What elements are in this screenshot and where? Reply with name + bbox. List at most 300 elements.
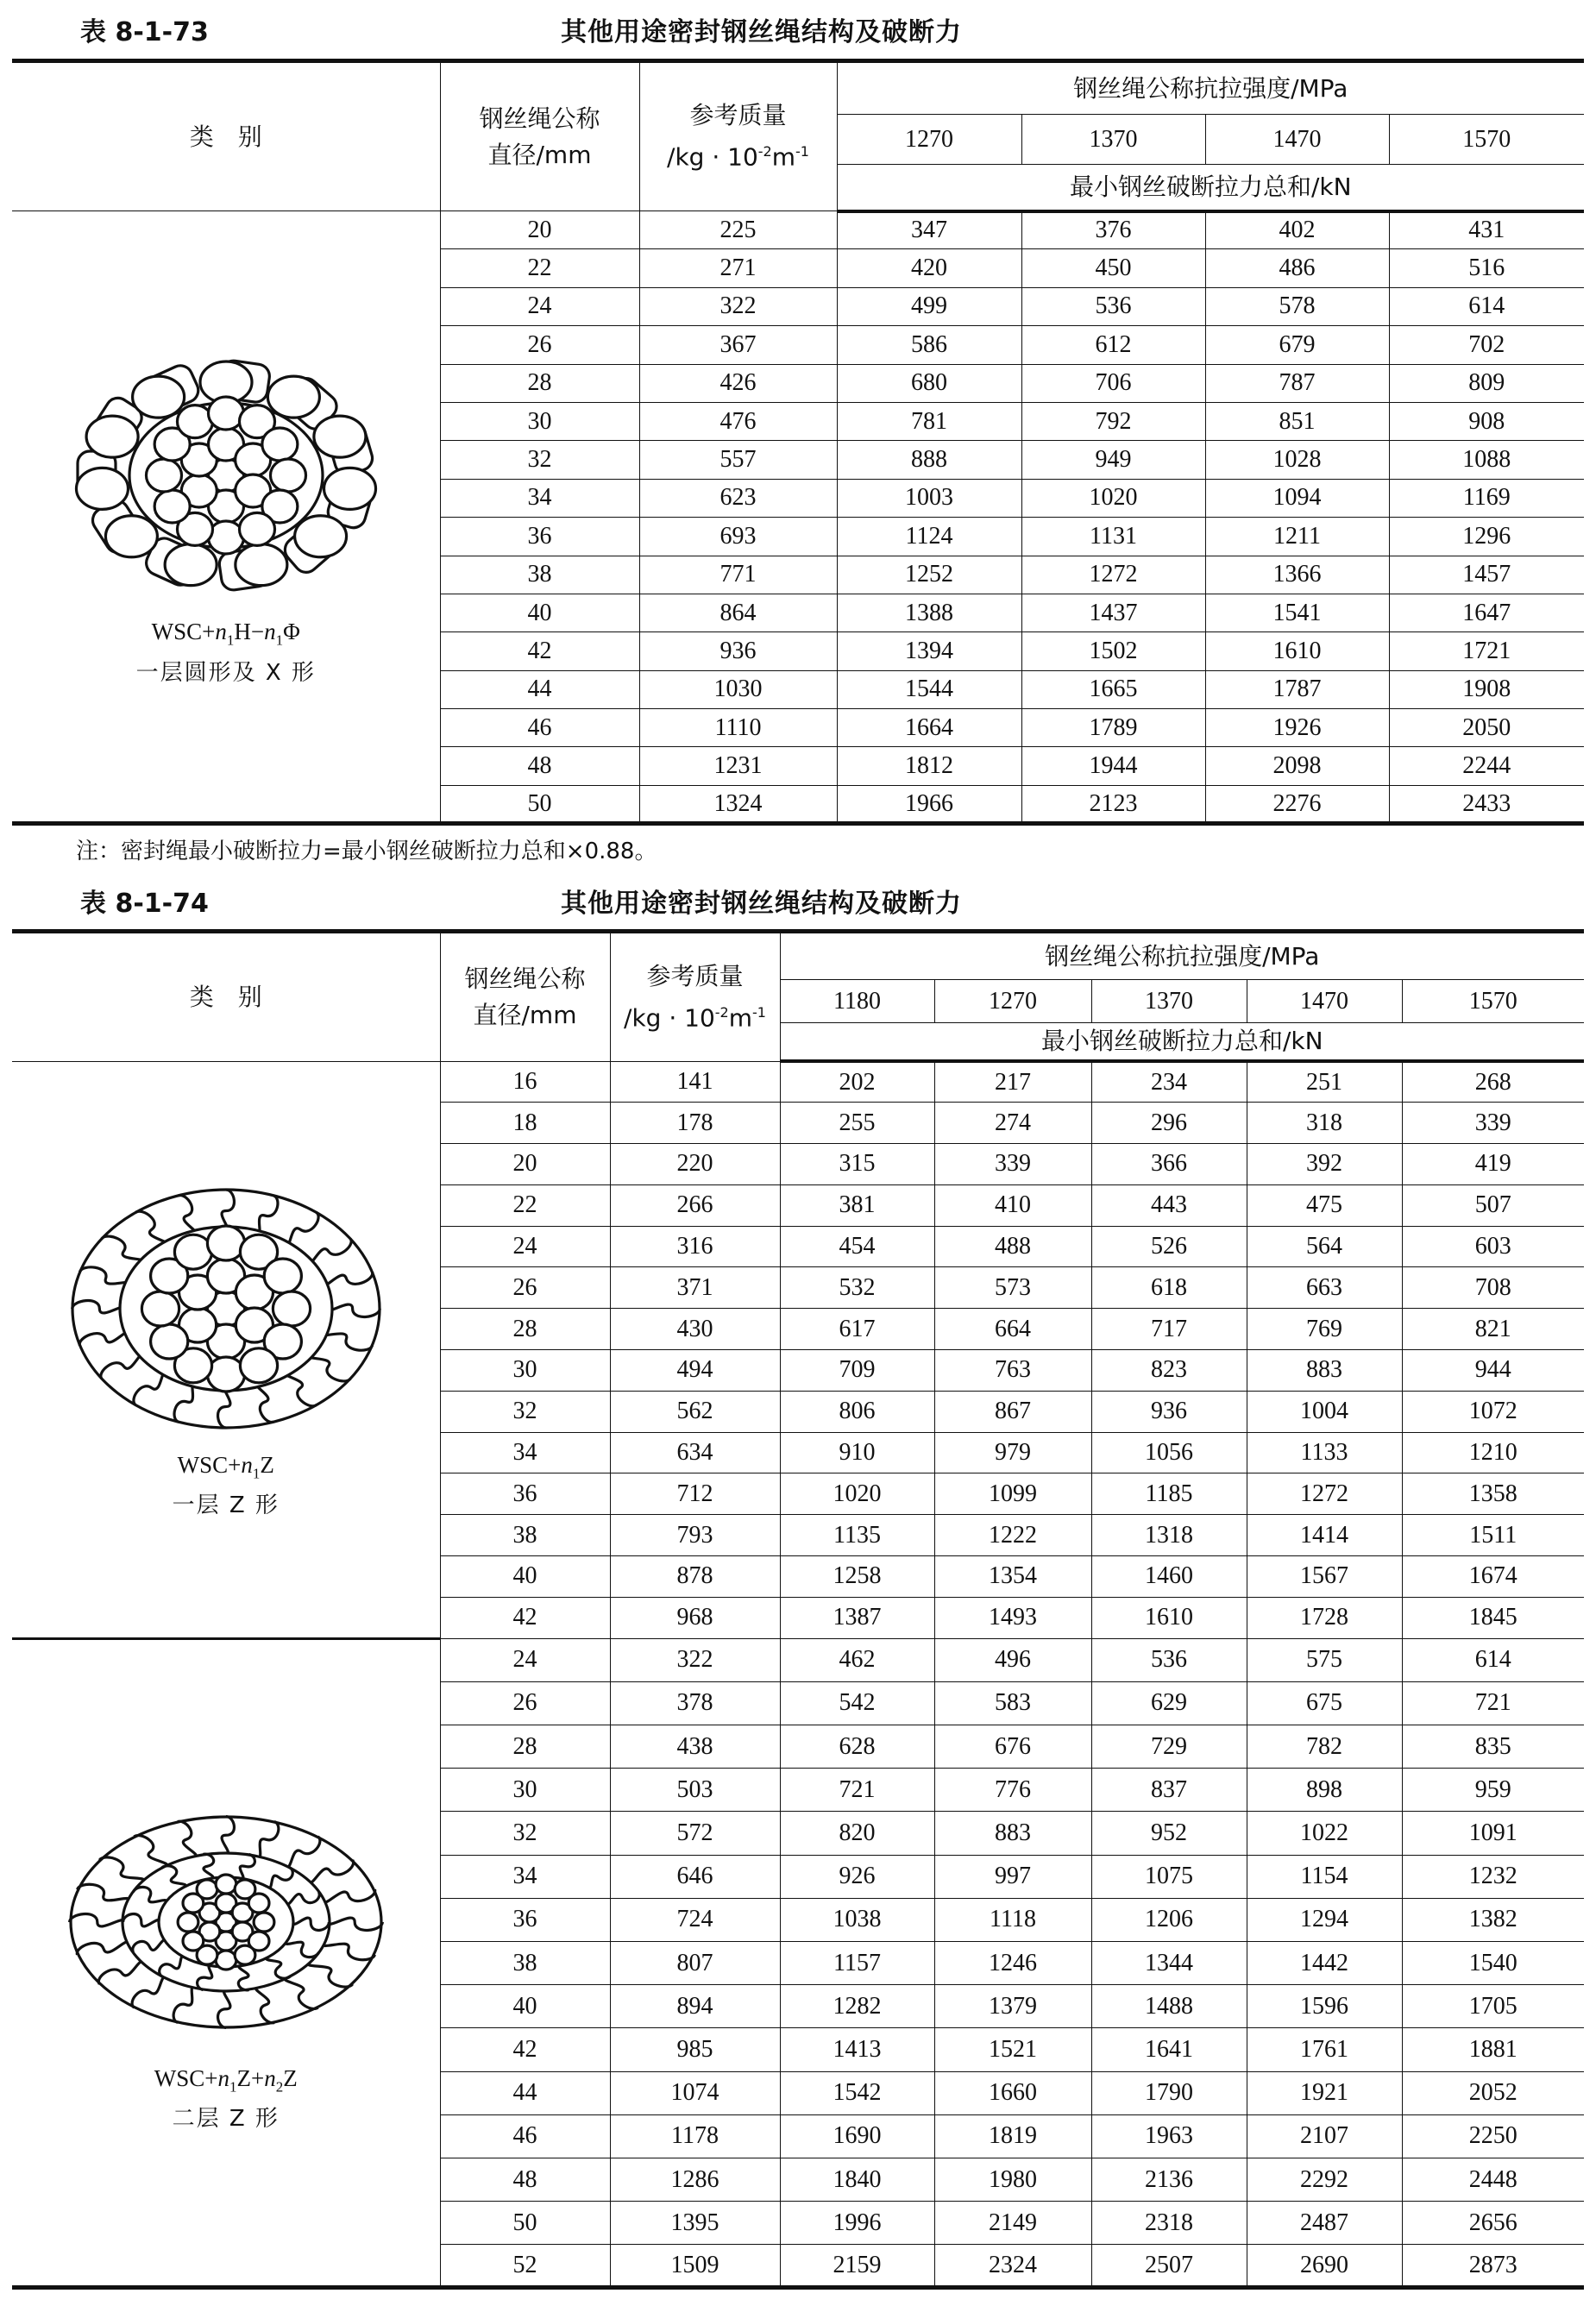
- breaking-force-cell: 898: [1247, 1769, 1402, 1812]
- diameter-cell: 40: [440, 594, 639, 631]
- header-mass-line2: [640, 134, 837, 175]
- mass-cell: 476: [639, 402, 837, 440]
- breaking-force-cell: 603: [1402, 1226, 1584, 1267]
- breaking-force-cell: 1294: [1247, 1898, 1402, 1941]
- breaking-force-cell: 618: [1091, 1267, 1247, 1309]
- breaking-force-cell: 1387: [780, 1597, 934, 1638]
- table-row: [12, 1638, 1584, 1681]
- table2: [12, 929, 1584, 2290]
- breaking-force-cell: 1926: [1205, 709, 1389, 747]
- category-cell: [12, 1638, 440, 2288]
- breaking-force-cell: 420: [837, 249, 1021, 287]
- core-wire: [174, 1235, 211, 1269]
- diameter-cell: 40: [440, 1985, 610, 2028]
- breaking-force-cell: 1881: [1402, 2028, 1584, 2071]
- header-strength-1270: 1270: [934, 980, 1091, 1023]
- breaking-force-cell: 1980: [934, 2158, 1091, 2201]
- breaking-force-cell: 1596: [1247, 1985, 1402, 2028]
- diameter-cell: 16: [440, 1061, 610, 1103]
- header-force-group: 最小钢丝破断拉力总和/kN: [780, 1023, 1584, 1062]
- one-layer-z-shape-cross-section-diagram: [62, 1179, 390, 1438]
- breaking-force-cell: 2052: [1402, 2071, 1584, 2114]
- breaking-force-cell: 612: [1021, 326, 1205, 364]
- breaking-force-cell: 1761: [1247, 2028, 1402, 2071]
- diameter-cell: 42: [440, 632, 639, 670]
- breaking-force-cell: 823: [1091, 1350, 1247, 1392]
- breaking-force-cell: 443: [1091, 1184, 1247, 1226]
- breaking-force-cell: 564: [1247, 1226, 1402, 1267]
- breaking-force-cell: 1094: [1205, 479, 1389, 517]
- breaking-force-cell: 781: [837, 402, 1021, 440]
- breaking-force-cell: 575: [1247, 1638, 1402, 1681]
- mass-cell: 771: [639, 556, 837, 594]
- category-cell: [12, 211, 440, 824]
- mass-cell: 968: [610, 1597, 780, 1638]
- diameter-cell: 30: [440, 1350, 610, 1392]
- diameter-cell: 30: [440, 402, 639, 440]
- header-strength-1180: 1180: [780, 980, 934, 1023]
- breaking-force-cell: 1056: [1091, 1432, 1247, 1473]
- breaking-force-cell: 2123: [1021, 785, 1205, 823]
- header-category: 类 别: [12, 61, 440, 211]
- breaking-force-cell: 1944: [1021, 747, 1205, 785]
- diameter-cell: 36: [440, 1898, 610, 1941]
- breaking-force-cell: 979: [934, 1432, 1091, 1473]
- header-strength-1570: 1570: [1389, 115, 1584, 165]
- breaking-force-cell: 578: [1205, 287, 1389, 325]
- mass-cell: 1178: [610, 2114, 780, 2158]
- breaking-force-cell: 488: [934, 1226, 1091, 1267]
- formula-prefix: WSC+: [177, 1451, 242, 1478]
- breaking-force-cell: 709: [780, 1350, 934, 1392]
- diameter-cell: 34: [440, 1855, 610, 1898]
- breaking-force-cell: 1124: [837, 518, 1021, 556]
- round-wire: [294, 516, 346, 557]
- breaking-force-cell: 2433: [1389, 785, 1584, 823]
- rope-diagram: [62, 1793, 390, 2058]
- breaking-force-cell: 1647: [1389, 594, 1584, 631]
- mass-cell: 141: [610, 1061, 780, 1103]
- mass-cell: 1074: [610, 2071, 780, 2114]
- formula-n: n: [217, 2064, 229, 2091]
- mass-cell: 367: [639, 326, 837, 364]
- breaking-force-cell: 2487: [1247, 2202, 1402, 2245]
- rope-structure-formula: [178, 1452, 274, 1482]
- mass-exp1: -2: [714, 1003, 729, 1021]
- two-layer-z-shape-cross-section-diagram: [62, 1793, 390, 2052]
- mass-cell: 178: [610, 1103, 780, 1144]
- diameter-cell: 28: [440, 1725, 610, 1769]
- mass-cell: 316: [610, 1226, 780, 1267]
- breaking-force-cell: 2873: [1402, 2245, 1584, 2288]
- diameter-cell: 38: [440, 1515, 610, 1556]
- formula-prefix: WSC+: [151, 619, 216, 645]
- breaking-force-cell: 702: [1389, 326, 1584, 364]
- breaking-force-cell: 1790: [1091, 2071, 1247, 2114]
- breaking-force-cell: 217: [934, 1061, 1091, 1103]
- diameter-cell: 50: [440, 785, 639, 823]
- header-mass: [639, 61, 837, 211]
- core-wire: [146, 459, 181, 492]
- table1-title: 其他用途密封钢丝绳结构及破断力: [561, 17, 962, 47]
- mass-cell: 220: [610, 1144, 780, 1185]
- mass-cell: 936: [639, 632, 837, 670]
- mass-cell: 322: [610, 1638, 780, 1681]
- breaking-force-cell: 1366: [1205, 556, 1389, 594]
- breaking-force-cell: 1665: [1021, 670, 1205, 708]
- diameter-cell: 52: [440, 2245, 610, 2288]
- diameter-cell: 48: [440, 2158, 610, 2201]
- breaking-force-cell: 1414: [1247, 1515, 1402, 1556]
- breaking-force-cell: 536: [1091, 1638, 1247, 1681]
- breaking-force-cell: 1135: [780, 1515, 934, 1556]
- mass-cell: 807: [610, 1941, 780, 1984]
- breaking-force-cell: 1541: [1205, 594, 1389, 631]
- breaking-force-cell: 410: [934, 1184, 1091, 1226]
- breaking-force-cell: 2107: [1247, 2114, 1402, 2158]
- core-wire: [239, 513, 274, 546]
- breaking-force-cell: 1921: [1247, 2071, 1402, 2114]
- header-strength-1370: 1370: [1091, 980, 1247, 1023]
- round-and-x-shape-cross-section-diagram: [62, 346, 390, 605]
- breaking-force-cell: 1908: [1389, 670, 1584, 708]
- breaking-force-cell: 708: [1402, 1267, 1584, 1309]
- header-mass: [610, 932, 780, 1062]
- rope-diagram: [62, 1179, 390, 1445]
- formula-n: n: [264, 619, 276, 645]
- diameter-cell: 20: [440, 1144, 610, 1185]
- core-wire: [235, 1945, 255, 1964]
- breaking-force-cell: 676: [934, 1725, 1091, 1769]
- breaking-force-cell: 2149: [934, 2202, 1091, 2245]
- diameter-cell: 38: [440, 556, 639, 594]
- breaking-force-cell: 1258: [780, 1556, 934, 1598]
- breaking-force-cell: 1211: [1205, 518, 1389, 556]
- breaking-force-cell: 1022: [1247, 1812, 1402, 1855]
- breaking-force-cell: 997: [934, 1855, 1091, 1898]
- breaking-force-cell: 629: [1091, 1681, 1247, 1725]
- breaking-force-cell: 2050: [1389, 709, 1584, 747]
- breaking-force-cell: 366: [1091, 1144, 1247, 1185]
- breaking-force-cell: 1542: [780, 2071, 934, 2114]
- breaking-force-cell: 883: [1247, 1350, 1402, 1392]
- formula-n: n: [241, 1451, 253, 1478]
- breaking-force-cell: 1206: [1091, 1898, 1247, 1941]
- mass-cell: 322: [639, 287, 837, 325]
- formula-suffix: Z: [283, 2064, 298, 2091]
- breaking-force-cell: 1154: [1247, 1855, 1402, 1898]
- table1-label: 表 8-1-73: [80, 17, 209, 47]
- diameter-cell: 32: [440, 441, 639, 479]
- table2-title: 其他用途密封钢丝绳结构及破断力: [561, 889, 962, 919]
- table2-body: [12, 1061, 1584, 2288]
- breaking-force-cell: 1091: [1402, 1812, 1584, 1855]
- mass-unit-base: /kg · 10: [624, 1002, 715, 1032]
- core-wire: [254, 1913, 274, 1932]
- breaking-force-cell: 776: [934, 1769, 1091, 1812]
- core-wire: [216, 1951, 236, 1970]
- breaking-force-cell: 821: [1402, 1309, 1584, 1350]
- breaking-force-cell: 1996: [780, 2202, 934, 2245]
- breaking-force-cell: 339: [934, 1144, 1091, 1185]
- mass-cell: 1509: [610, 2245, 780, 2288]
- breaking-force-cell: 339: [1402, 1103, 1584, 1144]
- round-wire: [236, 544, 287, 586]
- core-wire: [207, 1357, 244, 1392]
- mass-cell: 562: [610, 1391, 780, 1432]
- breaking-force-cell: 2507: [1091, 2245, 1247, 2288]
- header-strength-1370: 1370: [1021, 115, 1205, 165]
- header-strength-1570: 1570: [1402, 980, 1584, 1023]
- diameter-cell: 50: [440, 2202, 610, 2245]
- breaking-force-cell: 883: [934, 1812, 1091, 1855]
- breaking-force-cell: 617: [780, 1309, 934, 1350]
- formula-n: n: [264, 2064, 276, 2091]
- core-wire: [216, 1875, 236, 1894]
- breaking-force-cell: 1413: [780, 2028, 934, 2071]
- mass-cell: 693: [639, 518, 837, 556]
- breaking-force-cell: 2448: [1402, 2158, 1584, 2201]
- diameter-cell: 44: [440, 2071, 610, 2114]
- breaking-force-cell: 392: [1247, 1144, 1402, 1185]
- breaking-force-cell: 1610: [1091, 1597, 1247, 1638]
- rope-structure-formula: [154, 2065, 298, 2096]
- breaking-force-cell: 1118: [934, 1898, 1091, 1941]
- breaking-force-cell: 721: [1402, 1681, 1584, 1725]
- breaking-force-cell: 1344: [1091, 1941, 1247, 1984]
- breaking-force-cell: 1493: [934, 1597, 1091, 1638]
- breaking-force-cell: 787: [1205, 364, 1389, 402]
- diameter-cell: 32: [440, 1812, 610, 1855]
- breaking-force-cell: 1664: [837, 709, 1021, 747]
- diameter-cell: 28: [440, 364, 639, 402]
- breaking-force-cell: 274: [934, 1103, 1091, 1144]
- core-wire: [264, 1259, 301, 1293]
- mass-cell: 271: [639, 249, 837, 287]
- header-diameter-line2: 直径/mm: [487, 140, 592, 169]
- breaking-force-cell: 268: [1402, 1061, 1584, 1103]
- mass-cell: 634: [610, 1432, 780, 1473]
- breaking-force-cell: 1840: [780, 2158, 934, 2201]
- diameter-cell: 36: [440, 518, 639, 556]
- round-wire: [267, 377, 319, 418]
- breaking-force-cell: 1020: [780, 1473, 934, 1515]
- diameter-cell: 40: [440, 1556, 610, 1598]
- breaking-force-cell: 586: [837, 326, 1021, 364]
- rope-shape-label: 二层 Z 形: [172, 2106, 280, 2133]
- mass-cell: 225: [639, 211, 837, 249]
- diameter-cell: 22: [440, 1184, 610, 1226]
- breaking-force-cell: 910: [780, 1432, 934, 1473]
- breaking-force-cell: 680: [837, 364, 1021, 402]
- breaking-force-cell: 1728: [1247, 1597, 1402, 1638]
- header-diameter-line1: 钢丝绳公称: [464, 964, 586, 993]
- rope-diagram: [62, 346, 390, 612]
- breaking-force-cell: 1674: [1402, 1556, 1584, 1598]
- diameter-cell: 44: [440, 670, 639, 708]
- header-strength-1470: 1470: [1247, 980, 1402, 1023]
- mass-cell: 712: [610, 1473, 780, 1515]
- breaking-force-cell: 1004: [1247, 1391, 1402, 1432]
- breaking-force-cell: 1966: [837, 785, 1021, 823]
- header-diameter: [440, 932, 610, 1062]
- breaking-force-cell: 1502: [1021, 632, 1205, 670]
- breaking-force-cell: 851: [1205, 402, 1389, 440]
- breaking-force-cell: 234: [1091, 1061, 1247, 1103]
- formula-prefix: WSC+: [154, 2064, 218, 2091]
- breaking-force-cell: 1020: [1021, 479, 1205, 517]
- diameter-cell: 34: [440, 1432, 610, 1473]
- breaking-force-cell: 376: [1021, 211, 1205, 249]
- category-cell: [12, 1061, 440, 1638]
- mass-cell: 724: [610, 1898, 780, 1941]
- header-mass-line1: 参考质量: [689, 101, 787, 130]
- breaking-force-cell: 792: [1021, 402, 1205, 440]
- breaking-force-cell: 1812: [837, 747, 1021, 785]
- core-wire: [150, 1324, 187, 1359]
- breaking-force-cell: 1075: [1091, 1855, 1247, 1898]
- breaking-force-cell: 926: [780, 1855, 934, 1898]
- breaking-force-cell: 1003: [837, 479, 1021, 517]
- header-diameter-line1: 钢丝绳公称: [479, 104, 600, 133]
- formula-suffix: Φ: [283, 619, 300, 645]
- table-row: [12, 1061, 1584, 1103]
- header-diameter-line2: 直径/mm: [473, 1000, 577, 1029]
- diameter-cell: 32: [440, 1391, 610, 1432]
- rope-shape-label: 一层圆形及 X 形: [135, 659, 316, 686]
- core-wire: [270, 459, 305, 492]
- breaking-force-cell: 1460: [1091, 1556, 1247, 1598]
- formula-mid: H−: [234, 619, 265, 645]
- breaking-force-cell: 2250: [1402, 2114, 1584, 2158]
- breaking-force-cell: 1131: [1021, 518, 1205, 556]
- mass-cell: 864: [639, 594, 837, 631]
- core-wire: [141, 1291, 179, 1326]
- breaking-force-cell: 1246: [934, 1941, 1091, 1984]
- header-category: 类 别: [12, 932, 440, 1062]
- core-wire: [207, 1226, 244, 1260]
- breaking-force-cell: 614: [1402, 1638, 1584, 1681]
- breaking-force-cell: 2136: [1091, 2158, 1247, 2201]
- breaking-force-cell: 952: [1091, 1812, 1247, 1855]
- mass-cell: 503: [610, 1769, 780, 1812]
- mass-cell: 1395: [610, 2202, 780, 2245]
- table1-note: 注：密封绳最小破断拉力=最小钢丝破断拉力总和×0.88。: [76, 839, 657, 864]
- breaking-force-cell: 1641: [1091, 2028, 1247, 2071]
- breaking-force-cell: 454: [780, 1226, 934, 1267]
- breaking-force-cell: 536: [1021, 287, 1205, 325]
- breaking-force-cell: 614: [1389, 287, 1584, 325]
- mass-unit-m: m: [771, 142, 796, 172]
- breaking-force-cell: 318: [1247, 1103, 1402, 1144]
- header-strength-group: 钢丝绳公称抗拉强度/MPa: [780, 932, 1584, 980]
- diameter-cell: 18: [440, 1103, 610, 1144]
- diameter-cell: 28: [440, 1309, 610, 1350]
- diameter-cell: 24: [440, 287, 639, 325]
- diameter-cell: 20: [440, 211, 639, 249]
- header-strength-1470: 1470: [1205, 115, 1389, 165]
- breaking-force-cell: 1379: [934, 1985, 1091, 2028]
- breaking-force-cell: 729: [1091, 1725, 1247, 1769]
- diameter-cell: 26: [440, 1267, 610, 1309]
- mass-cell: 494: [610, 1350, 780, 1392]
- core-wire: [183, 1932, 204, 1951]
- breaking-force-cell: 1787: [1205, 670, 1389, 708]
- breaking-force-cell: 462: [780, 1638, 934, 1681]
- breaking-force-cell: 402: [1205, 211, 1389, 249]
- core-wire: [178, 1913, 198, 1932]
- breaking-force-cell: 475: [1247, 1184, 1402, 1226]
- header-mass-line1: 参考质量: [646, 961, 744, 990]
- mass-cell: 438: [610, 1725, 780, 1769]
- breaking-force-cell: 2292: [1247, 2158, 1402, 2201]
- mass-cell: 557: [639, 441, 837, 479]
- breaking-force-cell: 1388: [837, 594, 1021, 631]
- diameter-cell: 46: [440, 2114, 610, 2158]
- breaking-force-cell: 1185: [1091, 1473, 1247, 1515]
- breaking-force-cell: 888: [837, 441, 1021, 479]
- formula-mid: Z+: [236, 2064, 265, 2091]
- core-wire: [197, 1880, 217, 1899]
- breaking-force-cell: 1544: [837, 670, 1021, 708]
- breaking-force-cell: 1567: [1247, 1556, 1402, 1598]
- formula-sub: 1: [275, 631, 284, 649]
- breaking-force-cell: 1394: [837, 632, 1021, 670]
- breaking-force-cell: 1540: [1402, 1941, 1584, 1984]
- breaking-force-cell: 486: [1205, 249, 1389, 287]
- rope-shape-label: 一层 Z 形: [172, 1492, 280, 1519]
- breaking-force-cell: 1133: [1247, 1432, 1402, 1473]
- breaking-force-cell: 2690: [1247, 2245, 1402, 2288]
- diameter-cell: 22: [440, 249, 639, 287]
- category-content: [12, 1793, 440, 2133]
- table2-label: 表 8-1-74: [80, 889, 209, 919]
- core-wire: [154, 490, 190, 523]
- breaking-force-cell: 949: [1021, 441, 1205, 479]
- core-wire: [262, 428, 298, 461]
- core-wire: [248, 1894, 269, 1913]
- diameter-cell: 42: [440, 1597, 610, 1638]
- breaking-force-cell: 1296: [1389, 518, 1584, 556]
- breaking-force-cell: 1610: [1205, 632, 1389, 670]
- breaking-force-cell: 1705: [1402, 1985, 1584, 2028]
- breaking-force-cell: 1511: [1402, 1515, 1584, 1556]
- breaking-force-cell: 431: [1389, 211, 1584, 249]
- breaking-force-cell: 2159: [780, 2245, 934, 2288]
- round-wire: [324, 468, 375, 510]
- diameter-cell: 34: [440, 479, 639, 517]
- mass-cell: 426: [639, 364, 837, 402]
- formula-suffix: Z: [260, 1451, 274, 1478]
- breaking-force-cell: 1099: [934, 1473, 1091, 1515]
- table-row: [12, 211, 1584, 249]
- breaking-force-cell: 1222: [934, 1515, 1091, 1556]
- header-diameter: [440, 61, 639, 211]
- breaking-force-cell: 1789: [1021, 709, 1205, 747]
- breaking-force-cell: 1721: [1389, 632, 1584, 670]
- diameter-cell: 26: [440, 326, 639, 364]
- mass-cell: 793: [610, 1515, 780, 1556]
- breaking-force-cell: 1819: [934, 2114, 1091, 2158]
- header-force-group: 最小钢丝破断拉力总和/kN: [837, 165, 1584, 211]
- mass-unit-m: m: [728, 1002, 753, 1032]
- breaking-force-cell: 1072: [1402, 1391, 1584, 1432]
- mass-cell: 430: [610, 1309, 780, 1350]
- breaking-force-cell: 763: [934, 1350, 1091, 1392]
- mass-cell: 378: [610, 1681, 780, 1725]
- breaking-force-cell: 1157: [780, 1941, 934, 1984]
- breaking-force-cell: 1272: [1247, 1473, 1402, 1515]
